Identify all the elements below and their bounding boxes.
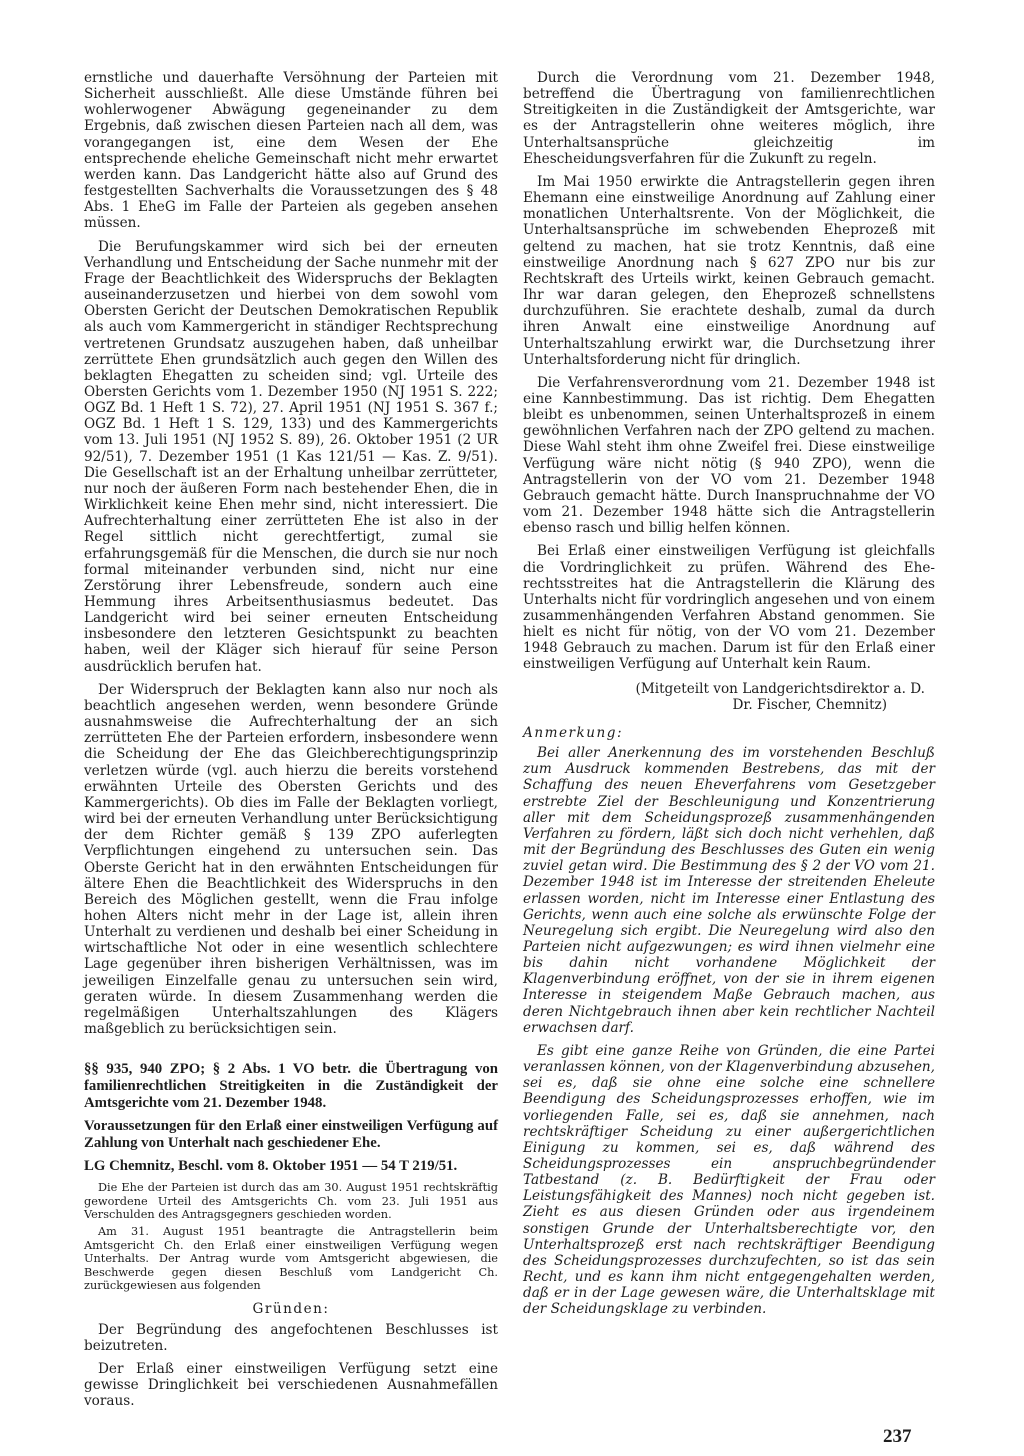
facts-paragraph: Am 31. August 1951 beantragte die Antragstellerin beim Amtsgericht Ch. den Erlaß einer einstweiligen Verfügung wegen Unterhalts. Der Antrag wurde vom Amtsgericht abgewiesen, die Beschwerde gegen diesen Beschluß vom Landgericht Ch. zurückgewiesen aus folgenden — [84, 1225, 498, 1293]
right-column — [523, 70, 935, 1318]
body-paragraph: Die Verfahrensverordnung vom 21. Dezember 1948 ist eine Kannbestimmung. Das ist richtig. Dem Ehegatten bleibt es unbenommen, seinen Unterhaltsprozeß in einem gewöhnlichen Verfahren nach der ZPO geltend zu machen. Diese Wahl steht ihm ohne Zweifel frei. Diese einstweilige Verfügung wäre nicht nötig (§ 940 ZPO), wenn die Antragstellerin von der VO vom 21. Dezember 1948 Gebrauch gemacht hätte. Durch Inanspruchnahme der VO vom 21. Dezember 1948 hätte sich die Antragstellerin ebenso rasch und billig helfen können. — [523, 374, 935, 537]
body-paragraph: Der Widerspruch der Beklagten kann also nur noch als beachtlich angesehen werden, wenn besondere Gründe ausnahmsweise die Aufrechterhaltung der an sich zerrütteten Ehe der Parteien erfordern, insbesondere wenn die Scheidung der Ehe das Gleichberechtigungsprinzip verletzen würde (vgl. auch hierzu die bereits vorstehend erwähnten Urteile des Obersten Gerichts und des Kammergerichts). Ob dies im Falle der Beklagten vorliegt, wird bei der erneuten Verhandlung unter Berücksichtigung der dem Richter gemäß § 139 ZPO auferlegten Verpflichtungen eingehend zu untersuchen sein. Das Oberste Gericht hat in den erwähnten Entscheidungen für ältere Ehen die Beachtlichkeit des Widerspruchs in den Bereich des Möglichen gestellt, wenn die Frau infolge hohen Alters nicht mehr in der Lage ist, allein ihren Unterhalt zu verdienen und deshalb bei einer Scheidung in wirtschaftliche Not oder in eine wesentlich schlechtere Lage gegenüber ihren bisherigen Verhältnissen, was im jeweiligen Einzelfalle genau zu untersuchen sein wird, geraten würde. In diesem Zusammenhang werden die regelmäßigen Unterhaltszahlungen des Klägers maßgeblich zu berücksichtigen sein. — [84, 681, 498, 1038]
headnote-statute: §§ 935, 940 ZPO; § 2 Abs. 1 VO betr. die Übertragung von familienrechtlichen Streitigkeiten in die Zuständigkeit der Amtsgerichte vom 21. Dezember 1948. — [84, 1061, 498, 1112]
body-paragraph: Im Mai 1950 erwirkte die Antragstellerin gegen ihren Ehemann eine einstweilige Anordnung auf Zahlung einer monatlichen Unterhaltsrente. Von der Möglichkeit, die Unterhaltsansprüche im schwebenden Eheprozeß mit geltend zu machen, hat sie trotz Kenntnis, daß eine einstweilige Anordnung nach § 627 ZPO nur bis zur Rechtskraft des Urteils wirkt, keinen Gebrauch gemacht. Ihr war daran gelegen, den Eheprozeß schnellstens durchzuführen. Sie erachtete deshalb, zumal da durch ihren Anwalt eine einstweilige Anordnung auf Unterhaltszahlung erwirkt war, die Durchsetzung ihrer Unterhaltsforderung nicht für dringlich. — [523, 173, 935, 368]
grounds-paragraph: Der Erlaß einer einstweiligen Verfügung setzt eine gewisse Dringlichkeit bei verschiedenen Ausnahmefällen voraus. — [84, 1360, 498, 1410]
body-paragraph: Die Berufungskammer wird sich bei der erneuten Verhandlung und Entscheidung der Sache nunmehr mit der Frage der Beachtlichkeit des Widerspruchs der Beklagten auseinanderzusetzen und hierbei von dem sowohl vom Obersten Gericht der Deutschen Demokratischen Republik als auch vom Kammergericht in ständiger Rechtsprechung vertretenen Grundsatz auszugehen haben, daß unheilbar zerrüttete Ehen grundsätzlich auch gegen den Willen des beklagten Ehegatten zu scheiden sind; vgl. Urteile des Obersten Gerichts vom 1. Dezember 1950 (NJ 1951 S. 222; OGZ Bd. 1 Heft 1 S. 72), 27. April 1951 (NJ 1951 S. 367 f.; OGZ Bd. 1 Heft 1 S. 129, 133) und des Kammergerichts vom 13. Juli 1951 (NJ 1952 S. 89), 26. Oktober 1951 (2 UR 92/51), 7. Dezember 1951 (1 Kas 121/51 — Kas. Z. 9/51). Die Gesellschaft ist an der Erhaltung unheilbar zerrütteter, nur noch der äußeren Form nach bestehender Ehen, die in Wirklichkeit keine Ehen mehr sind, nicht interessiert. Die Aufrechterhaltung einer zerrütteten Ehe ist also in der Regel sittlich nicht gerechtfertigt, zumal sie erfahrungsgemäß für die Menschen, die durch sie nur noch formal miteinander verbunden sind, nicht nur eine Zerstörung ihrer Lebensfreude, sondern auch eine Hemmung ihres Arbeitsenthusiasmus bedeutet. Das Landgericht wird bei seiner erneuten Entscheidung insbesondere den letzteren Gesichtspunkt zu beachten haben, weil der Kläger sich hierauf für seine Person ausdrücklich berufen hat. — [84, 238, 498, 675]
attribution-name: Dr. Fischer, Chemnitz) — [732, 696, 887, 713]
body-paragraph: Durch die Verordnung vom 21. Dezember 1948, betreffend die Übertragung von familienrechtlichen Streitigkeiten in die Zuständigkeit der Amtsgerichte, war es der Antragstellerin ohne weiteres möglich, ihre Unterhaltsansprüche gleichzeitig im Ehescheidungsverfahren für die Zukunft zu regeln. — [523, 70, 935, 167]
facts-paragraph: Die Ehe der Parteien ist durch das am 30. August 1951 rechtskräftig gewordene Urteil des Amtsgerichts Ch. vom 23. Juli 1951 aus Verschulden des Antragsgegners geschieden worden. — [84, 1181, 498, 1222]
grounds-paragraph: Der Begründung des angefochtenen Beschlusses ist beizutreten. — [84, 1321, 498, 1354]
body-paragraph: ernstliche und dauerhafte Versöhnung der Parteien mit Sicherheit ausschließt. Alle diese Umstände führen bei wohlerwogener Abwägung gegeneinander zu dem Ergebnis, daß zwischen diesen Parteien nach all dem, was vorangegangen ist, eine dem Wesen der Ehe entsprechende eheliche Gemeinschaft nicht mehr erwartet werden kann. Das Landgericht hätte also auf Grund des festgestellten Sachverhalts die Voraussetzungen des § 48 Abs. 1 EheG im Falle der Parteien als gegeben ansehen müssen. — [84, 70, 498, 232]
headnote-principle: Voraussetzungen für den Erlaß einer einstweiligen Verfügung auf Zahlung von Unterhalt nach geschiedener Ehe. — [84, 1118, 498, 1152]
attribution-line: (Mitgeteilt von Landgerichtsdirektor a. D. — [635, 680, 925, 697]
note-heading: Anmerkung: — [523, 724, 624, 741]
left-column — [84, 70, 498, 1409]
note-paragraph: Bei aller Anerkennung des im vorstehenden Beschluß zum Ausdruck kommenden Bestrebens, das mit der Schaffung des neuen Eheverfahrens vom Gesetzgeber erstrebte Ziel der Beschleunigung und Konzentrierung aller mit dem Scheidungsprozeß zusammenhängenden Verfahren zu fördern, läßt sich doch nicht verhehlen, daß mit der Begründung des Beschlusses des Guten ein wenig zuviel getan wird. Die Bestimmung des § 2 der VO vom 21. Dezember 1948 ist im Interesse der streitenden Eheleute erlassen worden, nicht im Interesse einer Entlastung des Gerichts, wenn auch eine solche als erwünschte Folge der Neuregelung sich ergibt. Die Neuregelung wird also den Parteien nicht aufgezwungen; es wird ihnen vielmehr eine bis dahin nicht vorhandene Möglichkeit der Klagenverbindung eröffnet, von der sie in ihrem eigenen Interesse in steigendem Maße Gebrauch machen, aus deren Nichtgebrauch ihnen aber kein rechtlicher Nachteil erwachsen darf. — [523, 745, 935, 1036]
note-paragraph: Es gibt eine ganze Reihe von Gründen, die eine Partei veranlassen können, von der Klagenverbindung abzusehen, sei es, daß sie ohne eine solche eine schnellere Beendigung des Scheidungsprozesses erhoffen, wie im vorliegenden Falle, sei es, daß sie annehmen, nach rechtskräftiger Scheidung zu einer außergerichtlichen Einigung zu kommen, sei es, daß während des Scheidungsprozesses ein anspruchbegründender Tatbestand (z. B. Bedürftigkeit der Frau oder Leistungsfähigkeit des Mannes) noch nicht gegeben ist. Zieht es aus diesen Gründen oder aus irgendeinem sonstigen Grunde der Unterhaltsberechtigte vor, den Unterhaltsprozeß erst nach rechtskräftiger Beendigung des Scheidungsprozesses durchzufechten, so ist das sein Recht, und es kann ihm nicht entgegengehalten werden, daß er in der Lage gewesen wäre, die Unterhaltsklage mit der Scheidungsklage zu verbinden. — [523, 1042, 935, 1318]
grounds-heading: Gründen: — [252, 1301, 330, 1318]
headnote-citation: LG Chemnitz, Beschl. vom 8. Oktober 1951 — 54 T 219/51. — [84, 1158, 458, 1175]
page-number: 237 — [883, 1426, 912, 1447]
body-paragraph: Bei Erlaß einer einstweiligen Verfügung ist gleichfalls die Vordringlichkeit zu prüfen. Während des Ehe-rechtsstreites hat die Antragstellerin die Klärung des Unterhalts nicht für vordringlich angesehen und von einem zusammenhängenden Verfahren Abstand genommen. Sie hielt es nicht für nötig, von der VO vom 21. Dezember 1948 Gebrauch zu machen. Darum ist für den Erlaß einer einstweiligen Verfügung auf Unterhalt kein Raum. — [523, 543, 935, 673]
